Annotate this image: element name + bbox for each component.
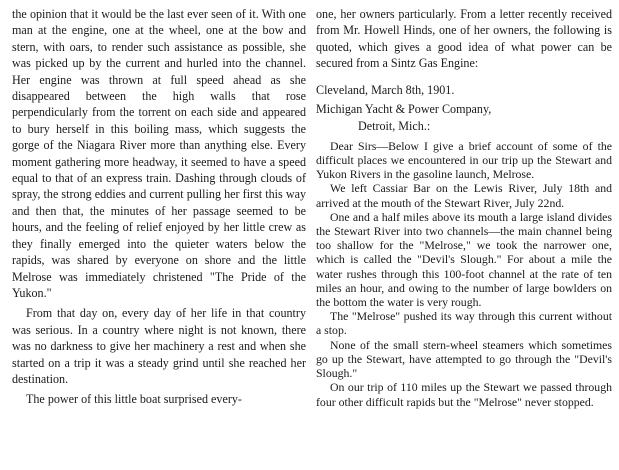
left-paragraph-3: The power of this little boat surprised every- — [26, 392, 242, 407]
letter-paragraph-3: One and a half miles above its mouth a large island divides the Stewart River into two channels—the main channel being too shallow for the "Melrose," we took the narrower one, which is called the "Devil's Slough." For about a mile the water rushes through this 100-foot channel at the rate of ten miles an hour, and owing to the number of large bowlders on the bottom the water is very rough. — [316, 209, 612, 310]
left-paragraph-2: From that day on, every day of her life in that country was serious. In a country where night is not known, there was no darkness to give her machinery a rest and when she started on a trip it was a steady grind until she reached her destination. — [12, 306, 306, 386]
letter-paragraph-5: None of the small stern-wheel steamers which sometimes go up the Stewart, have attempted to go through the "Devil's Slough." — [316, 337, 612, 381]
letter-paragraph-6: On our trip of 110 miles up the Stewart we passed through four other difficult rapids but the "Melrose" never stopped. — [316, 380, 612, 409]
right-paragraph-1: one, her owners particularly. From a letter recently received from Mr. Howell Hinds, one of her owners, the following is quoted, which gives a good idea of what power can be secured from a Sintz Gas Engine: — [316, 7, 612, 71]
left-paragraph-1: the opinion that it would be the last ever seen of it. With one man at the engine, one at the wheel, one at the bow and stern, with oars, to render such assistance as possible, she was picked up by the current and hurled into the channel. Her engine was thrown at full speed ahead as she disappeared between the high walls that rose perpendicularly from the torrent on each side and appeared to bury herself in this boiling mass, which suggests the gorge of the Niagara River more than anything else. Every moment gathering more headway, it seemed to have a speed equal to that of an express train. Dashing through clouds of spray, the strong eddies and current pulling her first this way and then that, the minutes of her passage seemed to be hours, and the feeling of relief enjoyed by her little crew as they finally emerged into the quieter waters below the rapids, was shared by everyone on shore and the little Melrose was immediately christened "The Pride of the Yukon." — [12, 7, 306, 300]
letter-address-line-1: Michigan Yacht & Power Company, — [316, 102, 492, 117]
right-column — [316, 6, 612, 409]
letter-address-line-2: Detroit, Mich.: — [358, 119, 431, 134]
letter-paragraph-2: We left Cassiar Bar on the Lewis River, July 18th and arrived at the mouth of the Stewart River, July 22nd. — [316, 181, 612, 210]
left-column — [12, 6, 306, 408]
letter-dateline: Cleveland, March 8th, 1901. — [316, 82, 455, 97]
letter-paragraph-4: The "Melrose" pushed its way through this current without a stop. — [316, 309, 612, 338]
letter-paragraph-1: Dear Sirs—Below I give a brief account of some of the difficult places we encountered in our trip up the Stewart and Yukon Rivers in the gasoline launch, Melrose. — [316, 138, 612, 182]
